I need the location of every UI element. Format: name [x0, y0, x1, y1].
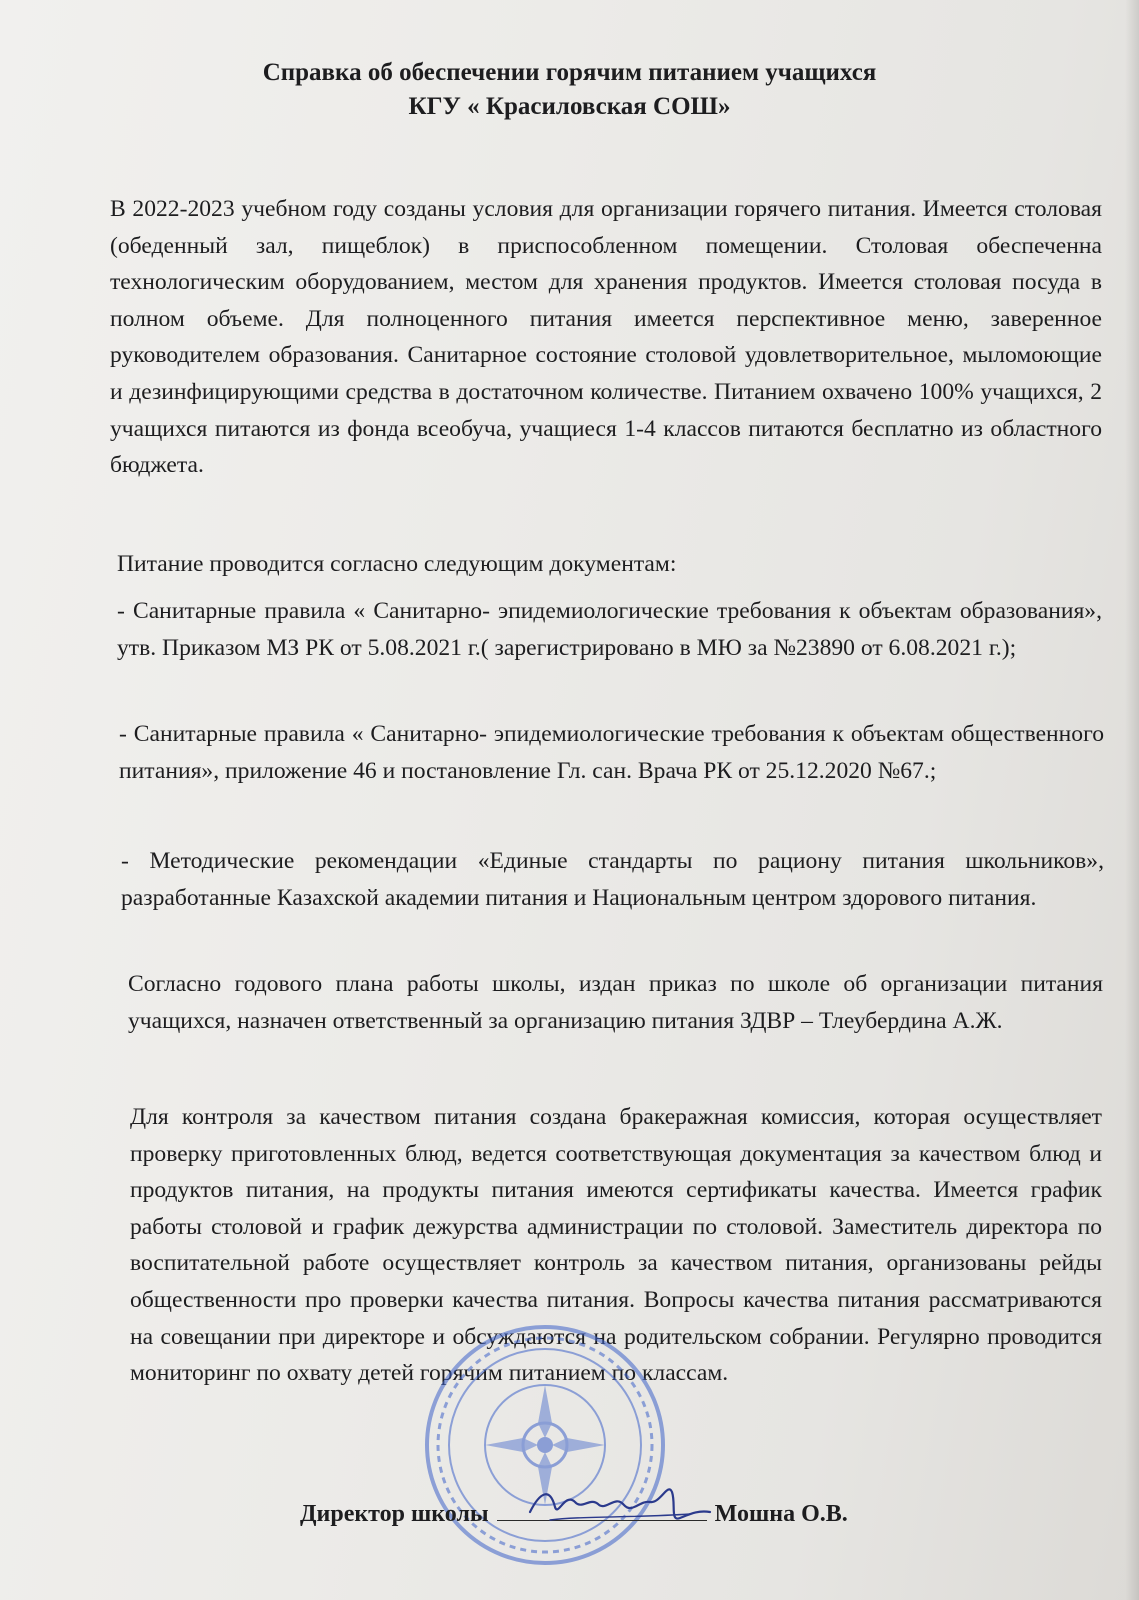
paragraph-documents-intro: Питание проводится согласно следующим документам: [117, 551, 677, 577]
document-title-line1: Справка об обеспечении горячим питанием учащихся [262, 59, 877, 86]
document-title-line2: КГУ « Красиловская СОШ» [408, 93, 731, 120]
page-edge-shadow [1125, 0, 1139, 1600]
round-seal-icon [420, 1320, 670, 1570]
paragraph-conditions: В 2022-2023 учебном году созданы условия для организации горячего питания. Имеется столовая (обеденный зал, пищеблок) в приспособленном помещении. Столовая обеспеченна технологическим оборудованием, местом для хранения продуктов. Имеется столовая посуда в полном объеме. Для полноценного питания имеется перспективное меню, заверенное руководителем образования. Санитарное состояние столовой удовлетворительное, мыломоющие и дезинфицирующими средства в достаточном количестве. Питанием охвачено 100% учащихся, 2 учащихся питаются из фонда всеобуча, учащиеся 1-4 классов питаются бесплатно из областного бюджета. [110, 196, 1102, 479]
paragraph-sanitary-rules-education: - Санитарные правила « Санитарно- эпидемиологические требования к объектам образования», утв. Приказом МЗ РК от 5.08.2021 г.( зарегистрировано в МЮ за №23890 от 6.08.2021 г.); [117, 598, 1102, 661]
paragraph-quality-control: Для контроля за качеством питания создана бракеражная комиссия, которая осуществляет проверку приготовленных блюд, ведется соответствующая документация за качеством блюд и продуктов питания, на продукты питания имеются сертификаты качества. Имеется график работы столовой и график дежурства администрации по столовой. Заместитель директора по воспитательной работе осуществляет контроль за качеством питания, организованы рейды общественности про проверки качества питания. Вопросы качества питания рассматриваются на совещании при директоре и обсуждаются на родительском собрании. Регулярно проводится мониторинг по охвату детей горячим питанием по классам. [130, 1104, 1102, 1387]
paragraph-methodical-recommendations: - Методические рекомендации «Единые стандарты по рациону питания школьников», разработанные Казахской академии питания и Национальным центром здорового питания. [121, 848, 1104, 911]
paragraph-sanitary-rules-catering: - Санитарные правила « Санитарно- эпидемиологические требования к объектам общественного питания», приложение 46 и постановление Гл. сан. Врача РК от 25.12.2020 №67.; [119, 721, 1104, 784]
handwritten-signature-icon [520, 1472, 720, 1532]
paragraph-order: Согласно годового плана работы школы, издан приказ по школе об организации питания учащихся, назначен ответственный за организацию питания ЗДВР – Тлеубердина А.Ж. [128, 971, 1103, 1034]
signature-label: Директор школы [300, 1501, 489, 1527]
signature-name: Мошна О.В. [714, 1501, 848, 1527]
